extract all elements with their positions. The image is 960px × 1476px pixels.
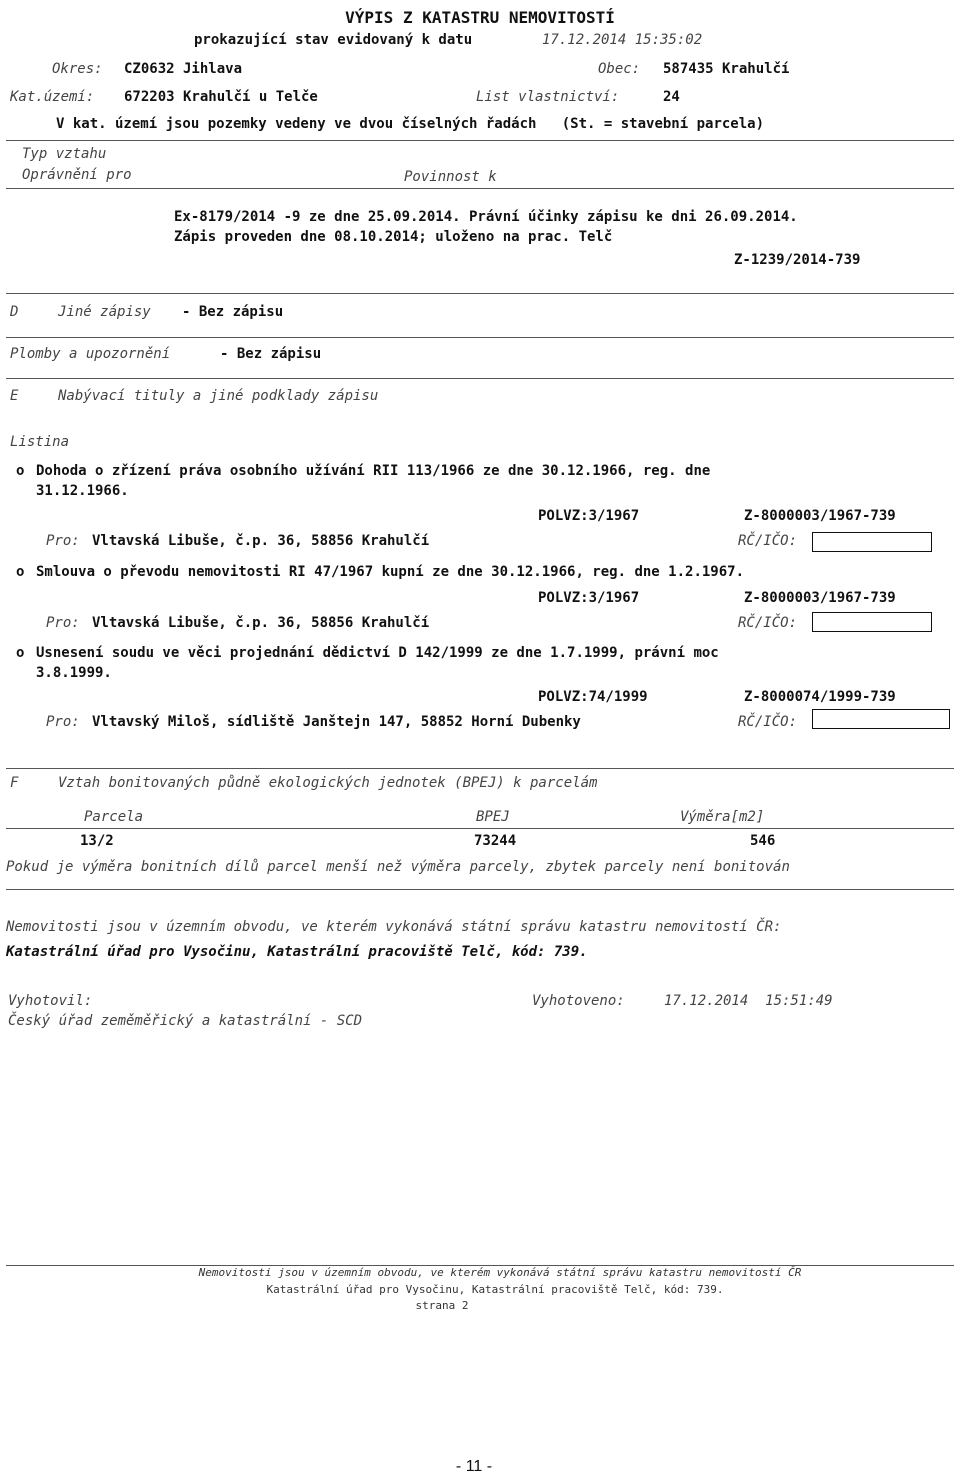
footer-line-1: Nemovitosti jsou v územním obvodu, ve kterém vykonává státní správu katastru nemovitostí ČR — [198, 1266, 802, 1279]
typ-vztahu-label: Typ vztahu — [22, 146, 107, 162]
lv-value: 24 — [663, 89, 680, 105]
page-number: - 11 - — [455, 1458, 493, 1475]
rc-label: RČ/IČO: — [738, 533, 798, 549]
rc-redacted-box — [812, 532, 932, 552]
document-title: VÝPIS Z KATASTRU NEMOVITOSTÍ — [345, 8, 615, 27]
list-item-ref: Z-8000074/1999-739 — [744, 689, 896, 705]
divider — [6, 140, 954, 141]
okres-label: Okres: — [52, 61, 103, 77]
listina-label: Listina — [10, 434, 70, 450]
list-item-text: Usnesení soudu ve věci projednání dědictví D 142/1999 ze dne 1.7.1999, právní moc — [36, 645, 719, 661]
list-item-bullet: o — [16, 463, 25, 479]
opravneni-pro-label: Oprávnění pro — [22, 167, 132, 183]
record-line-2: Zápis proveden dne 08.10.2014; uloženo na prac. Telč — [174, 229, 613, 245]
subtitle-date: 17.12.2014 15:35:02 — [542, 32, 703, 48]
footer-line-2: Katastrální úřad pro Vysočinu, Katastrální pracoviště Telč, kód: 739. — [266, 1283, 724, 1296]
section-f-label: Vztah bonitovaných půdně ekologických jednotek (BPEJ) k parcelám — [58, 775, 598, 791]
section-d-letter: D — [10, 304, 19, 320]
section-e-label: Nabývací tituly a jiné podklady zápisu — [58, 388, 379, 404]
list-item-bullet: o — [16, 645, 25, 661]
office-line-2: Katastrální úřad pro Vysočinu, Katastrální pracoviště Telč, kód: 739. — [6, 944, 588, 960]
obec-value: 587435 Krahulčí — [663, 61, 790, 77]
col-parcela: Parcela — [84, 809, 144, 825]
pro-label: Pro: — [46, 533, 80, 549]
pro-label: Pro: — [46, 615, 80, 631]
katuzemi-value: 672203 Krahulčí u Telče — [124, 89, 318, 105]
list-item-text: Smlouva o převodu nemovitosti RI 47/1967 kupní ze dne 30.12.1966, reg. dne 1.2.1967. — [36, 564, 745, 580]
lv-label: List vlastnictví: — [476, 89, 620, 105]
table-cell-parcela: 13/2 — [80, 833, 114, 849]
record-line-1: Ex-8179/2014 -9 ze dne 25.09.2014. Právní účinky zápisu ke dni 26.09.2014. — [174, 209, 798, 225]
pro-label: Pro: — [46, 714, 80, 730]
section-d-value: - Bez zápisu — [182, 304, 284, 320]
table-cell-bpej: 73244 — [474, 833, 517, 849]
header-note: V kat. území jsou pozemky vedeny ve dvou číselných řadách (St. = stavební parcela) — [56, 116, 765, 132]
list-item-text-cont: 31.12.1966. — [36, 483, 129, 499]
povinnost-k-label: Povinnost k — [404, 169, 497, 185]
col-bpej: BPEJ — [476, 809, 510, 825]
vyhotovil-value: Český úřad zeměměřický a katastrální - SCD — [8, 1013, 363, 1029]
pro-value: Vltavský Miloš, sídliště Janštejn 147, 58852 Horní Dubenky — [92, 714, 581, 730]
plomby-value: - Bez zápisu — [220, 346, 322, 362]
pro-value: Vltavská Libuše, č.p. 36, 58856 Krahulčí — [92, 615, 430, 631]
list-item-polvz: POLVZ:3/1967 — [538, 590, 640, 606]
footer-page: strana 2 — [415, 1299, 469, 1312]
col-vymera: Výměra[m2] — [680, 809, 765, 825]
rc-label: RČ/IČO: — [738, 714, 798, 730]
okres-value: CZ0632 Jihlava — [124, 61, 243, 77]
list-item-bullet: o — [16, 564, 25, 580]
record-ref: Z-1239/2014-739 — [734, 252, 861, 268]
divider — [6, 828, 954, 829]
list-item-text-cont: 3.8.1999. — [36, 665, 112, 681]
subtitle-prefix: prokazující stav evidovaný k datu — [194, 32, 473, 48]
list-item-ref: Z-8000003/1967-739 — [744, 590, 896, 606]
pro-value: Vltavská Libuše, č.p. 36, 58856 Krahulčí — [92, 533, 430, 549]
katuzemi-label: Kat.území: — [10, 89, 95, 105]
section-d-label: Jiné zápisy — [58, 304, 151, 320]
rc-label: RČ/IČO: — [738, 615, 798, 631]
plomby-label: Plomby a upozornění — [10, 346, 171, 362]
divider — [6, 337, 954, 338]
list-item-polvz: POLVZ:74/1999 — [538, 689, 648, 705]
rc-redacted-box — [812, 709, 950, 729]
divider — [6, 768, 954, 769]
list-item-text: Dohoda o zřízení práva osobního užívání RII 113/1966 ze dne 30.12.1966, reg. dne — [36, 463, 711, 479]
divider — [6, 293, 954, 294]
divider — [6, 889, 954, 890]
vyhotovil-label: Vyhotovil: — [8, 993, 93, 1009]
table-cell-vymera: 546 — [750, 833, 776, 849]
divider — [6, 378, 954, 379]
section-e-letter: E — [10, 388, 19, 404]
list-item-ref: Z-8000003/1967-739 — [744, 508, 896, 524]
list-item-polvz: POLVZ:3/1967 — [538, 508, 640, 524]
divider — [6, 188, 954, 189]
section-f-letter: F — [10, 775, 19, 791]
office-line-1: Nemovitosti jsou v územním obvodu, ve kterém vykonává státní správu katastru nemovitostí ČR: — [6, 919, 782, 935]
vyhotoveno-value: 17.12.2014 15:51:49 — [664, 993, 833, 1009]
vyhotoveno-label: Vyhotoveno: — [532, 993, 625, 1009]
rc-redacted-box — [812, 612, 932, 632]
bpej-note: Pokud je výměra bonitních dílů parcel menší než výměra parcely, zbytek parcely není bonitován — [6, 859, 790, 875]
obec-label: Obec: — [598, 61, 641, 77]
